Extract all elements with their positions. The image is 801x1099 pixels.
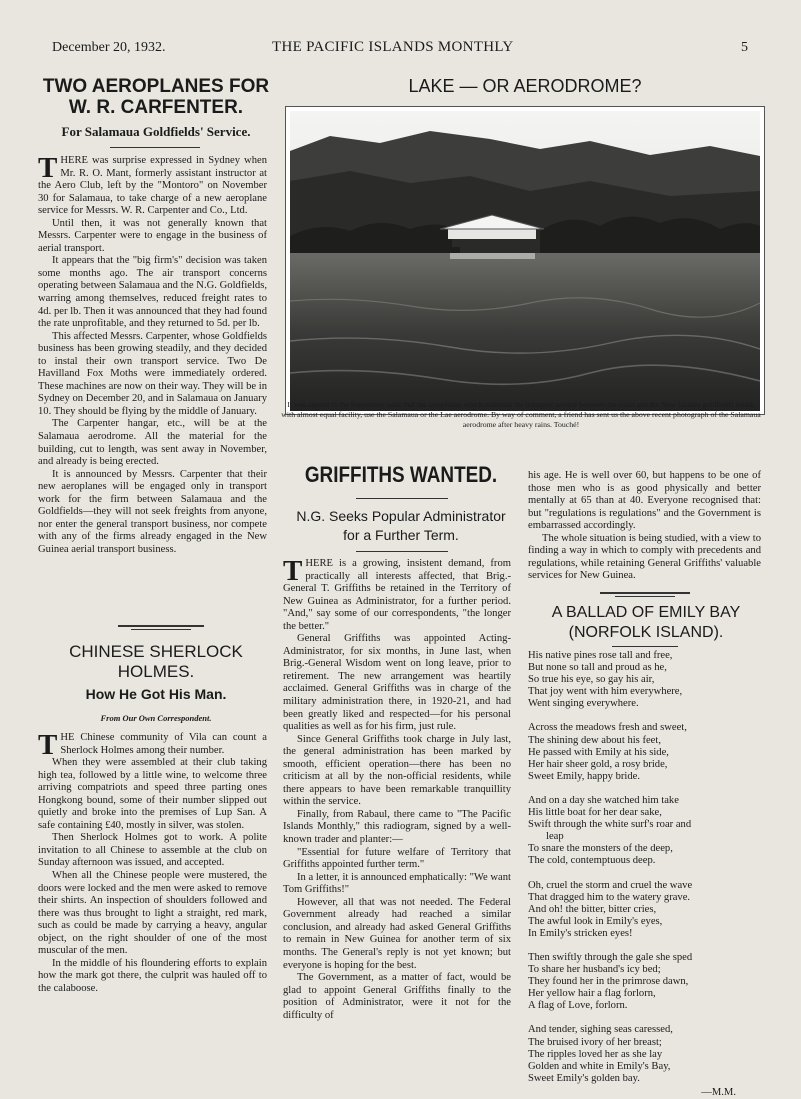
griffiths-continued bbox=[528, 470, 761, 583]
paragraph: Until then, it was not generally known that Messrs. Carpenter were to engage in the business of aerial transport. bbox=[38, 217, 267, 254]
ballad-headline: A BALLAD OF EMILY BAY (NORFOLK ISLAND). bbox=[551, 604, 741, 641]
paragraph: It appears that the "big firm's" decision was taken some months ago. The air transport concerns operating between Salamaua and the N.G. Goldfields, warring among themselves, reduced freight rates to 4d. per lb. Then it was announced that they had found the rate unprofitable, and they returned to 5d. per lb. bbox=[38, 255, 267, 330]
verse-line: leap bbox=[546, 831, 564, 843]
verse-line: Then swiftly through the gale she sped bbox=[528, 951, 693, 963]
subhead-rule bbox=[110, 147, 200, 148]
paragraph: HE Chinese community of Vila can count a Sherlock Holmes among their number. bbox=[60, 732, 267, 756]
verse-line: The ripples loved her as she lay bbox=[528, 1048, 663, 1060]
paragraph: Since General Griffiths took charge in July last, the general administration has been marked by smooth, efficient operation—there has been no criticism at all by the non-official residents, while there appears to have been remarkable tranquillity within the service. bbox=[283, 733, 511, 808]
verse-line: The awful look in Emily's eyes, bbox=[528, 915, 663, 927]
griffiths-dropcap: T bbox=[283, 555, 303, 587]
paragraph: his age. He is well over 60, but happens to be one of those men who is as good physically and better mentally at 65 than at 40. Everyone recognised that: but "regulations is regulations" and the Government is embarrassed accordingly. bbox=[528, 470, 761, 532]
verse-line: A flag of Love, forlorn. bbox=[528, 1000, 628, 1012]
griffiths-subhead: N.G. Seeks Popular Administrator for a Further Term. bbox=[296, 508, 506, 543]
paragraph: However, all that was not needed. The Federal Government already had reached a similar conclusion, and already had asked General Griffiths to remain in New Guinea for another term of six months. The General's reply is not yet known; but everyone is hoping for the best. bbox=[283, 896, 511, 971]
ballad-poem bbox=[528, 650, 766, 1099]
ornamental-divider bbox=[600, 592, 690, 597]
verse-line: They found her in the primrose dawn, bbox=[528, 976, 689, 988]
verse-line: Her yellow hair a flag forlorn, bbox=[528, 988, 656, 1000]
paragraph: HERE is a growing, insistent demand, from practically all interests affected, that Brig.-General T. Griffiths be retained in the Territory of New Guinea as Administrator, for a further period. "And," say some of our correspondents, "the longer the better." bbox=[283, 558, 511, 632]
paragraph: The Government, as a matter of fact, would be glad to appoint General Griffiths finally to the position of Administrator, were it not for the difficulty of bbox=[283, 972, 511, 1021]
paragraph: When all the Chinese people were mustered, the doors were locked and the men were asked to remove their shirts. An inspection of shoulders followed and there was thus brought to light a straight, red mark, such as could be made by carrying a heavy, angular object, on the right shoulder of one of the most muscular of the men. bbox=[38, 870, 267, 957]
aeroplanes-subhead: For Salamaua Goldfields' Service. bbox=[61, 124, 251, 139]
sherlock-dropcap: T bbox=[38, 729, 58, 761]
headline-rule bbox=[612, 646, 678, 647]
paragraph: In a letter, it is announced emphatically: "We want Tom Griffiths!" bbox=[283, 871, 511, 896]
sherlock-subhead: How He Got His Man. bbox=[85, 686, 227, 702]
verse-line: Across the meadows fresh and sweet, bbox=[528, 722, 687, 734]
byline: From Our Own Correspondent. bbox=[100, 713, 212, 723]
page-number: 5 bbox=[741, 40, 748, 55]
verse-line: To snare the monsters of the deep, bbox=[528, 843, 673, 855]
stanza bbox=[528, 650, 766, 710]
paragraph: General Griffiths was appointed Acting-Administrator, for six months, in June last, when Brig.-General Wisdom went on long leave, prior to retirement. The new arrangement was heartily acclaimed. General Griffiths was in charge of the military administration there, in 1920-21, and had been greatly liked and respected—for his personal qualities as well as for his firm, just rule. bbox=[283, 633, 511, 733]
verse-line: And on a day she watched him take bbox=[528, 794, 679, 806]
verse-line: Oh, cruel the storm and cruel the wave bbox=[528, 879, 693, 891]
paragraph: This affected Messrs. Carpenter, whose Goldfields business has been growing steadily, and they decided to instal their own transport service. Two De Havilland Fox Moths were immediately ordered. These machines are now on their way. They will be in Sydney on December 20, and in Salamaua on January 10. They should be flying by the middle of January. bbox=[38, 330, 267, 417]
paragraph: The whole situation is being studied, with a view to finding a way in which to comply with precedents and regulations, while retaining General Griffiths' valuable services for New Guinea. bbox=[528, 532, 761, 582]
paragraph: HERE was surprise expressed in Sydney when Mr. R. O. Mant, formerly assistant instructor at the Aero Club, left by the "Montoro" on November 30 for Salamaua, to take charge of a new aeroplane service for Messrs. W. R. Carpenter and Co., Ltd. bbox=[38, 155, 267, 217]
verse-line: Sweet Emily's golden bay. bbox=[528, 1072, 640, 1084]
verse-line: That dragged him to the watery grave. bbox=[528, 891, 691, 903]
paragraph: When they were assembled at their club taking high tea, followed by a little wine, to welcome three arriving compatriots and speed three parting ones Hongkong bound, some of their number slipped out quietly and broke into the premises of Lup San. A safe containing £40, mostly in silver, was stolen. bbox=[38, 757, 267, 831]
paragraph: It is announced by Messrs. Carpenter that their new aeroplanes will be engaged only in transport work for the firm between Salamaua and the Goldfields—they will not seek freights from anyone, nor enter the general transport business, nor compete with any of the firms already engaged in the New Guinea aerial transport business. bbox=[38, 468, 267, 555]
verse-line: He passed with Emily at his side, bbox=[528, 746, 669, 758]
griffiths-headline: GRIFFITHS WANTED. bbox=[304, 462, 498, 487]
stanza bbox=[528, 952, 766, 1012]
sherlock-body bbox=[38, 729, 267, 995]
verse-line: Golden and white in Emily's Bay, bbox=[528, 1060, 671, 1072]
photo-frame bbox=[285, 106, 765, 415]
verse-line: The cold, contemptuous deep. bbox=[528, 855, 656, 867]
verse-line: Went singing everywhere. bbox=[528, 698, 639, 710]
stanza bbox=[528, 880, 766, 940]
verse-line: But none so tall and proud as he, bbox=[528, 662, 667, 674]
verse-line: And tender, sighing seas caressed, bbox=[528, 1024, 673, 1036]
verse-line: To share her husband's icy bed; bbox=[528, 964, 661, 976]
stanza bbox=[528, 795, 766, 868]
paragraph: The Carpenter hangar, etc., will be at the Salamaua aerodrome. All the material for the building, cut to length, was sent away in November, and already is being erected. bbox=[38, 418, 267, 468]
issue-date: December 20, 1932. bbox=[52, 40, 166, 55]
verse-line: The bruised ivory of her breast; bbox=[528, 1036, 662, 1048]
verse-line: So true his eye, so gay his air, bbox=[528, 674, 655, 686]
aeroplanes-body bbox=[38, 152, 267, 557]
subhead-rule bbox=[356, 551, 448, 552]
aeroplanes-headline: TWO AEROPLANES FOR W. R. CARFENTER. bbox=[42, 76, 270, 118]
poem-signature: —M.M. bbox=[701, 1086, 736, 1098]
stanza bbox=[528, 1024, 766, 1084]
verse-line: Swift through the white surf's roar and bbox=[528, 819, 692, 831]
paragraph: Then Sherlock Holmes got to work. A polite invitation to all Chinese to assemble at the club on Sunday afternoon was issued, and accepted. bbox=[38, 832, 267, 869]
headline-rule bbox=[356, 498, 448, 499]
paragraph: Finally, from Rabaul, there came to "The Pacific Islands Monthly," this radiogram, signed by a well-known trader and planter:— bbox=[283, 808, 511, 846]
publication-title: THE PACIFIC ISLANDS MONTHLY bbox=[272, 39, 514, 55]
verse-line: His native pines rose tall and free, bbox=[528, 650, 673, 661]
verse-line: The shining dew about his feet, bbox=[528, 734, 661, 746]
aerodrome-photo bbox=[290, 111, 760, 411]
griffiths-body bbox=[283, 555, 511, 1022]
photo-caption: It was argued in the September issue that the aeroplanes which maintain the transport service between the coast and the New Guinea goldfields could, with almost equal facility, use the Salamaua or the Lae aerodrome. By way of comment, a friend has sent us the above recent photograph of the Salamaua aerodrome after heavy rains. Touché! bbox=[281, 400, 761, 429]
paragraph: "Essential for future welfare of Territory that Griffiths appointed further term." bbox=[283, 846, 511, 871]
paragraph: In the middle of his floundering efforts to explain how the mark got there, the culprit was hauled off to the calaboose. bbox=[38, 957, 267, 994]
verse-line: Sweet Emily, happy bride. bbox=[528, 770, 640, 782]
ornamental-divider bbox=[118, 625, 204, 630]
verse-line: His little boat for her dear sake, bbox=[528, 807, 662, 819]
photo-headline: LAKE — OR AERODROME? bbox=[408, 76, 642, 96]
verse-line: That joy went with him everywhere, bbox=[528, 686, 683, 698]
verse-line: Her hair sheer gold, a rosy bride, bbox=[528, 758, 668, 770]
sherlock-headline: CHINESE SHERLOCK HOLMES. bbox=[69, 642, 243, 681]
stanza bbox=[528, 722, 766, 782]
verse-line: In Emily's stricken eyes! bbox=[528, 927, 633, 939]
aeroplanes-dropcap: T bbox=[38, 152, 58, 184]
verse-line: And oh! the bitter, bitter cries, bbox=[528, 903, 657, 915]
